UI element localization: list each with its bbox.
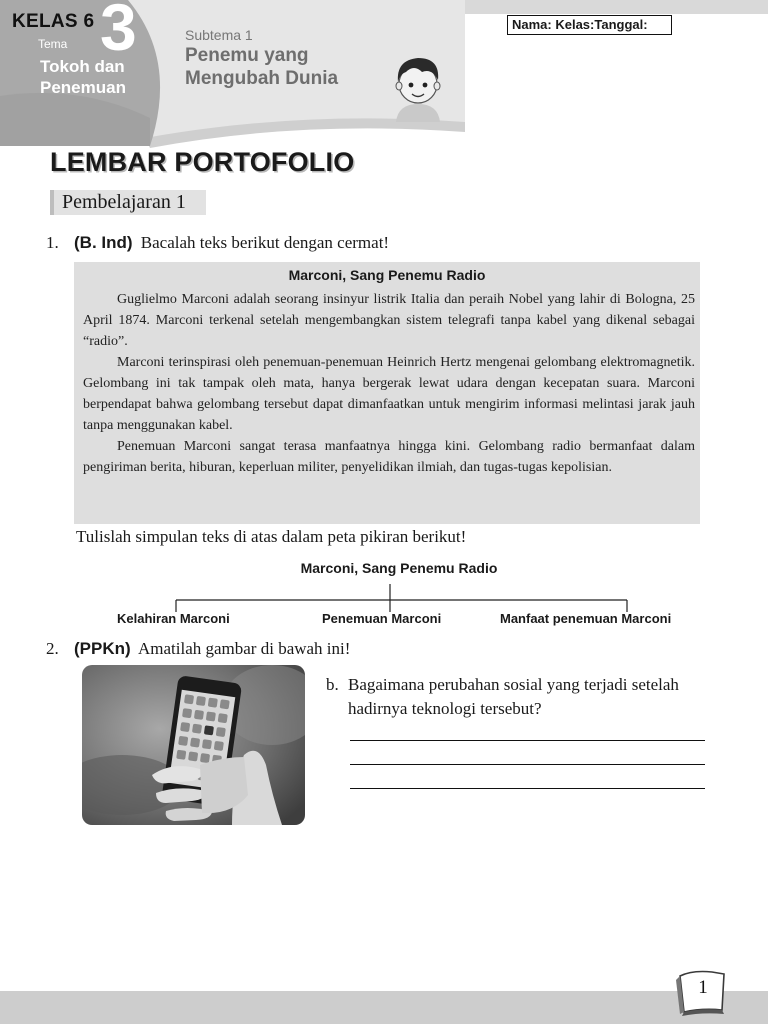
subject-tag: (B. Ind) — [74, 233, 133, 252]
question-letter: b. — [326, 675, 339, 694]
reading-paragraph: Marconi terinspirasi oleh penemuan-penemuan Heinrich Hertz mengenai gelombang elektromagnetik. Gelombang ini tak tampak oleh mata, hanya bergerak lewat udara dengan kecepatan suara. Marconi berpendapat bahwa gelombang tersebut dapat dimanfaatkan untuk mengirim informasi melintasi jarak jauh tanpa menggunakan kabel. — [83, 355, 695, 433]
reading-paragraph: Guglielmo Marconi adalah seorang insinyur listrik Italia dan peraih Nobel yang lahir di Bologna, 25 April 1874. Marconi terkenal setelah mengembangkan sistem telegrafi tanpa kabel yang dikenal sebagai “radio”. — [83, 292, 695, 349]
mind-map-center: Marconi, Sang Penemu Radio — [300, 560, 498, 576]
question-number: 1. — [46, 233, 59, 252]
question-1-header — [46, 233, 389, 253]
question-2b-line-2: hadirnya teknologi tersebut? — [348, 699, 542, 718]
question-number: 2. — [46, 639, 59, 658]
question-2-header — [46, 639, 350, 659]
smartphone-photo — [82, 665, 305, 825]
answer-line[interactable] — [350, 764, 705, 765]
answer-line[interactable] — [350, 740, 705, 741]
answer-line[interactable] — [350, 788, 705, 789]
hand-holding-phone-image — [82, 665, 305, 825]
question-prompt: Bacalah teks berikut dengan cermat! — [140, 233, 390, 252]
theme-number: 3 — [100, 0, 137, 64]
question-prompt: Amatilah gambar di bawah ini! — [137, 639, 351, 658]
footer-bar — [0, 991, 768, 1024]
lesson-label: Pembelajaran 1 — [50, 190, 206, 215]
student-info-box: Nama: Kelas:Tanggal: — [507, 15, 672, 35]
subtheme-title: Penemu yang Mengubah Dunia — [185, 45, 339, 89]
mind-map-branch-benefit: Manfaat penemuan Marconi — [500, 611, 672, 626]
page-number: 1 — [698, 977, 708, 998]
question-2b — [326, 673, 726, 721]
reading-body — [83, 289, 695, 478]
boy-illustration — [388, 52, 448, 122]
theme-title: Tokoh dan Penemuan — [40, 57, 126, 97]
subtheme-label: Subtema 1 — [185, 27, 253, 43]
mind-map-branch-birth: Kelahiran Marconi — [117, 611, 230, 626]
reading-title: Marconi, Sang Penemu Radio — [288, 267, 486, 283]
page-title: LEMBAR PORTOFOLIO — [50, 147, 355, 177]
mind-map-branch-invention: Penemuan Marconi — [322, 611, 442, 626]
reading-text-box — [74, 262, 700, 524]
reading-paragraph: Penemuan Marconi sangat terasa manfaatnya hingga kini. Gelombang radio bermanfaat dalam pengiriman berita, hiburan, keperluan militer, penyelidikan ilmiah, dan tugas-tugas kepolisian. — [83, 439, 695, 475]
subject-tag: (PPKn) — [74, 639, 131, 658]
theme-label: Tema — [38, 37, 68, 51]
mind-map-instruction: Tulislah simpulan teks di atas dalam peta pikiran berikut! — [76, 527, 467, 546]
question-2b-line-1: Bagaimana perubahan sosial yang terjadi setelah — [348, 675, 679, 694]
class-label: KELAS 6 — [12, 11, 95, 32]
